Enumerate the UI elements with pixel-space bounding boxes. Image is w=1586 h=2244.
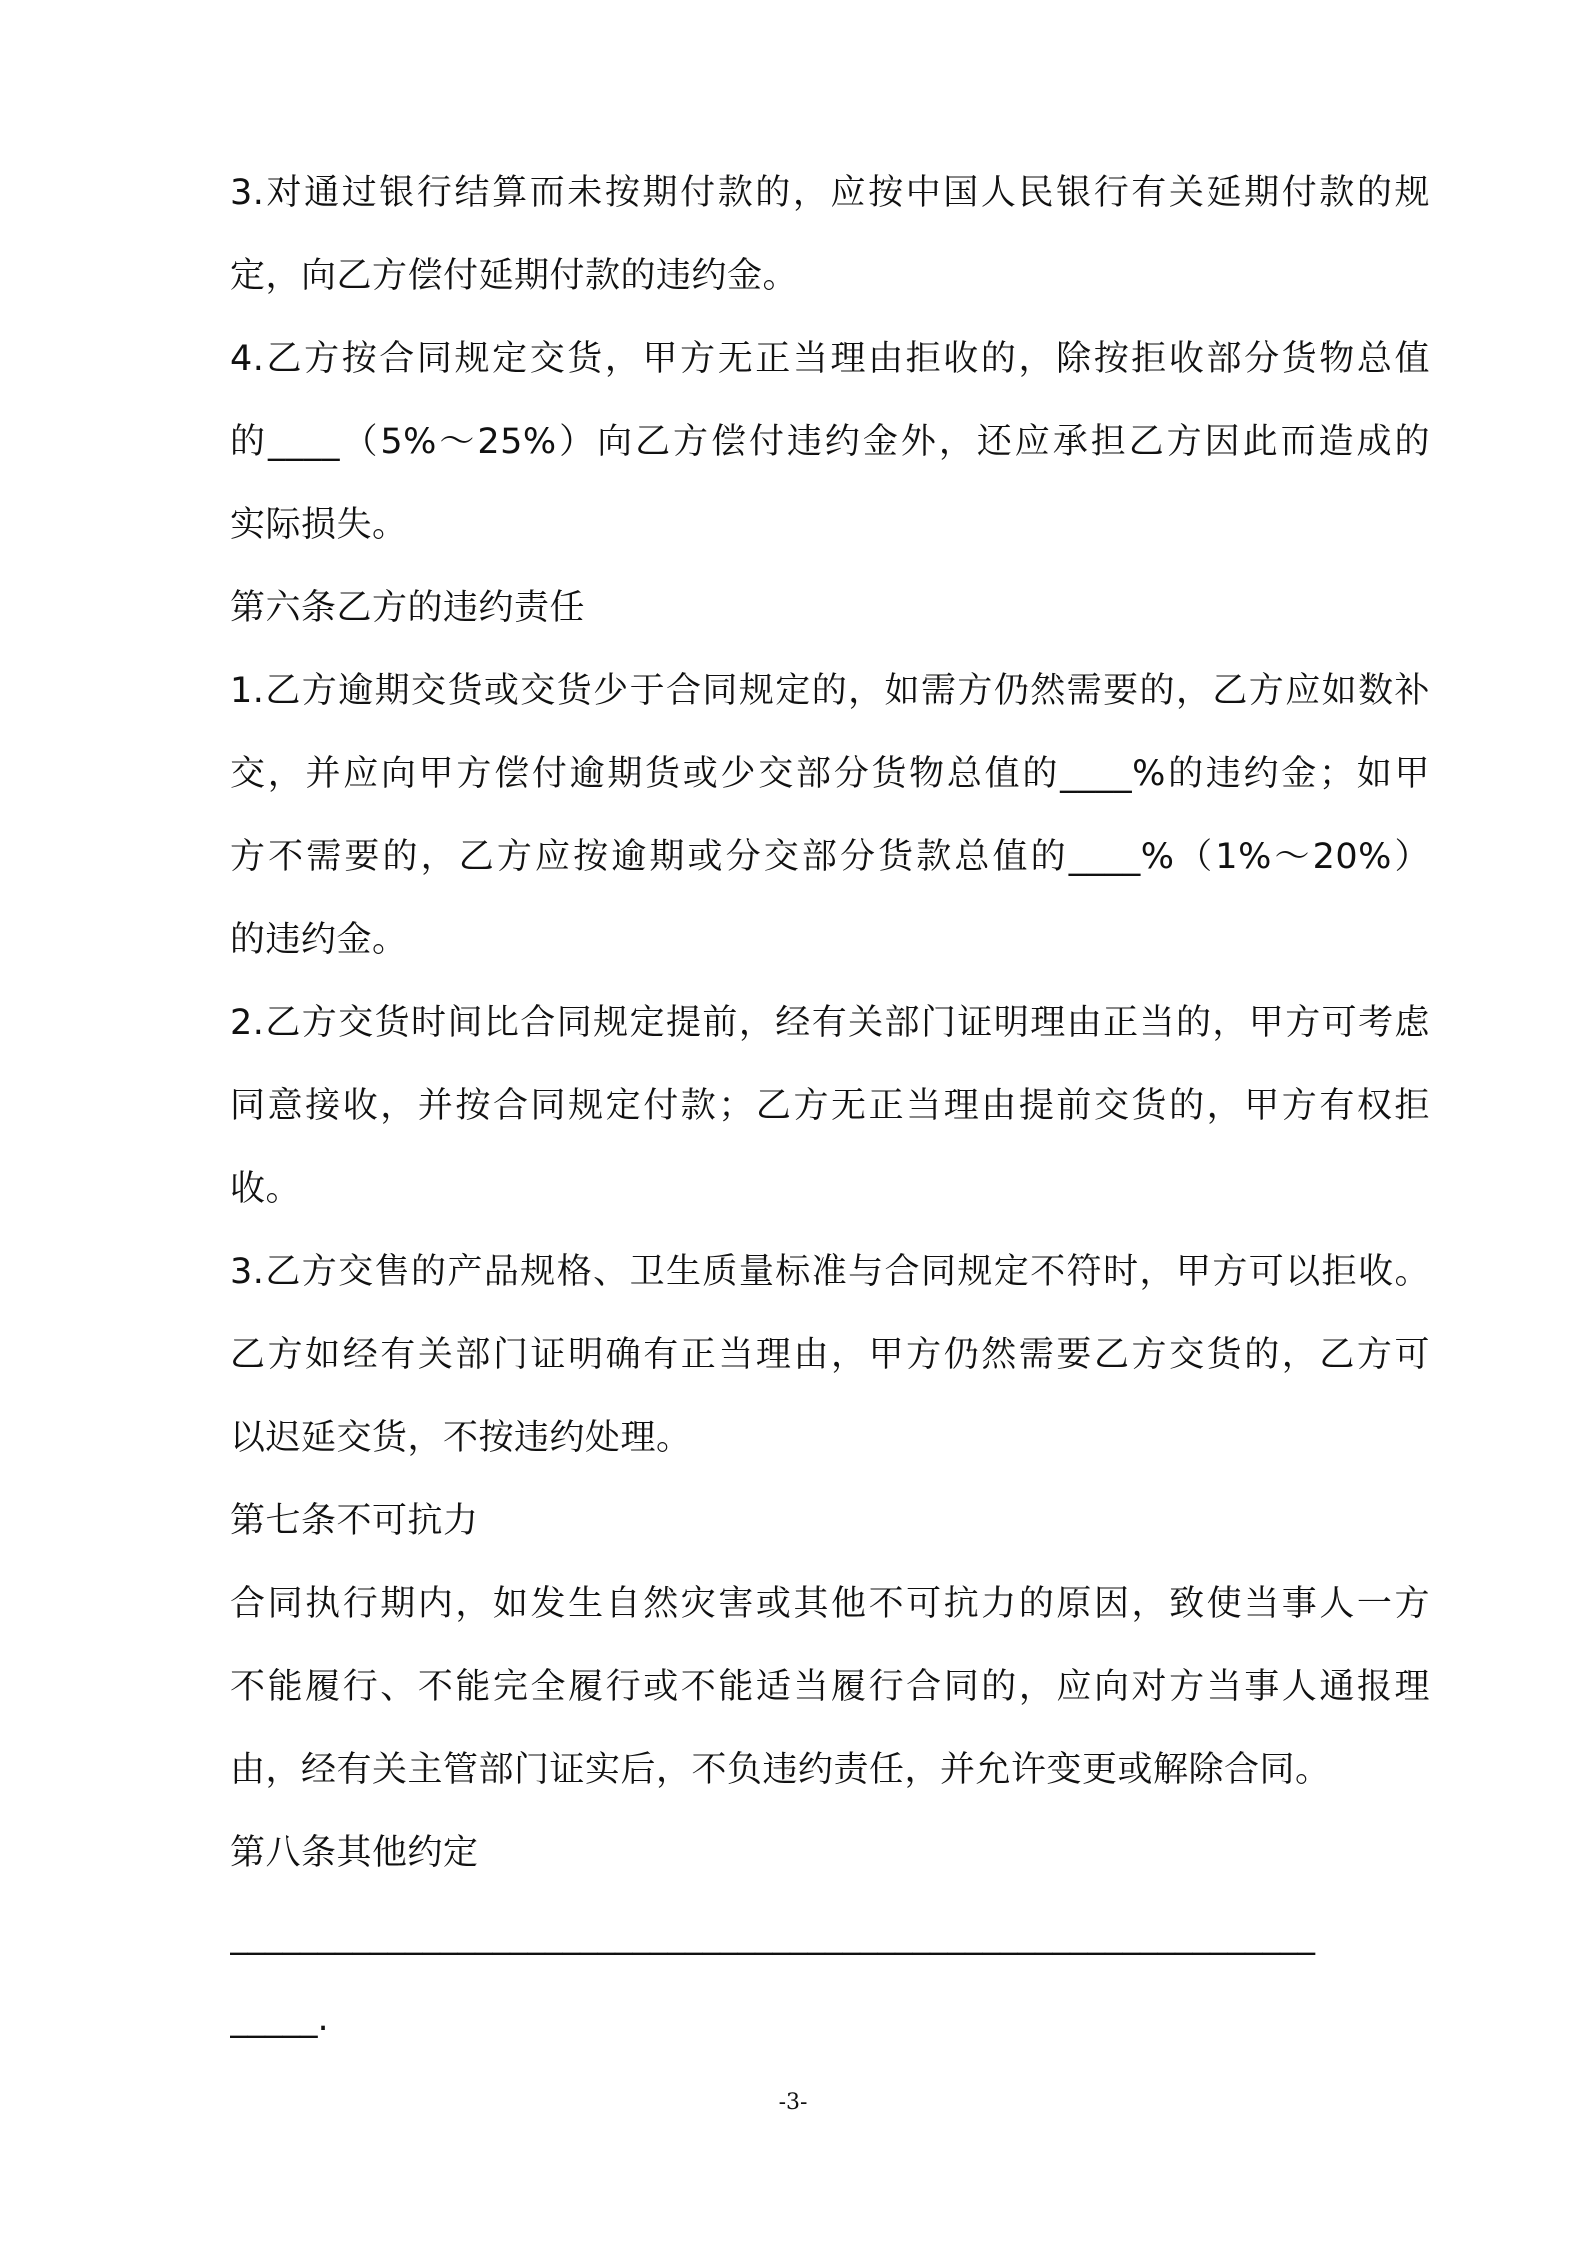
text-line: 定，向乙方偿付延期付款的违约金。 [230, 256, 799, 296]
text-line: 收。 [230, 1169, 302, 1209]
section-heading: 第七条不可抗力 [230, 1501, 479, 1541]
text-line: 3.乙方交售的产品规格、卫生质量标准与合同规定不符时，甲方可以拒收。 [230, 1252, 1430, 1292]
text-line: 乙方如经有关部门证明确有正当理由，甲方仍然需要乙方交货的，乙方可 [230, 1335, 1430, 1375]
text-line: 的____（5%～25%）向乙方偿付违约金外，还应承担乙方因此而造成的 [230, 422, 1430, 462]
text-line: 以迟延交货，不按违约处理。 [230, 1418, 692, 1458]
text-line: 交，并应向甲方偿付逾期货或少交部分货物总值的____%的违约金；如甲 [230, 754, 1430, 794]
text-line: 方不需要的，乙方应按逾期或分交部分货款总值的____%（1%～20%） [230, 837, 1430, 877]
text-line: 的违约金。 [230, 920, 408, 960]
section-heading: 第八条其他约定 [230, 1833, 479, 1873]
section-heading: 第六条乙方的违约责任 [230, 588, 586, 628]
text-line: 不能履行、不能完全履行或不能适当履行合同的，应向对方当事人通报理 [230, 1667, 1430, 1707]
text-line: 由，经有关主管部门证实后，不负违约责任，并允许变更或解除合同。 [230, 1750, 1331, 1790]
document-body [230, 152, 1430, 2061]
text-line: 2.乙方交货时间比合同规定提前，经有关部门证明理由正当的，甲方可考虑 [230, 1003, 1430, 1043]
blank-fill-line: ______________________________________________________________ [230, 1916, 1315, 1956]
text-line: 合同执行期内，如发生自然灾害或其他不可抗力的原因，致使当事人一方 [230, 1584, 1430, 1624]
text-line: 实际损失。 [230, 505, 408, 545]
page-number: -3- [778, 2090, 808, 2115]
text-line: 1.乙方逾期交货或交货少于合同规定的，如需方仍然需要的，乙方应如数补 [230, 671, 1430, 711]
text-line: 3.对通过银行结算而未按期付款的，应按中国人民银行有关延期付款的规 [230, 173, 1430, 213]
text-line: 同意接收，并按合同规定付款；乙方无正当理由提前交货的，甲方有权拒 [230, 1086, 1430, 1126]
blank-fill-line: _____. [230, 1999, 329, 2039]
text-line: 4.乙方按合同规定交货，甲方无正当理由拒收的，除按拒收部分货物总值 [230, 339, 1430, 379]
